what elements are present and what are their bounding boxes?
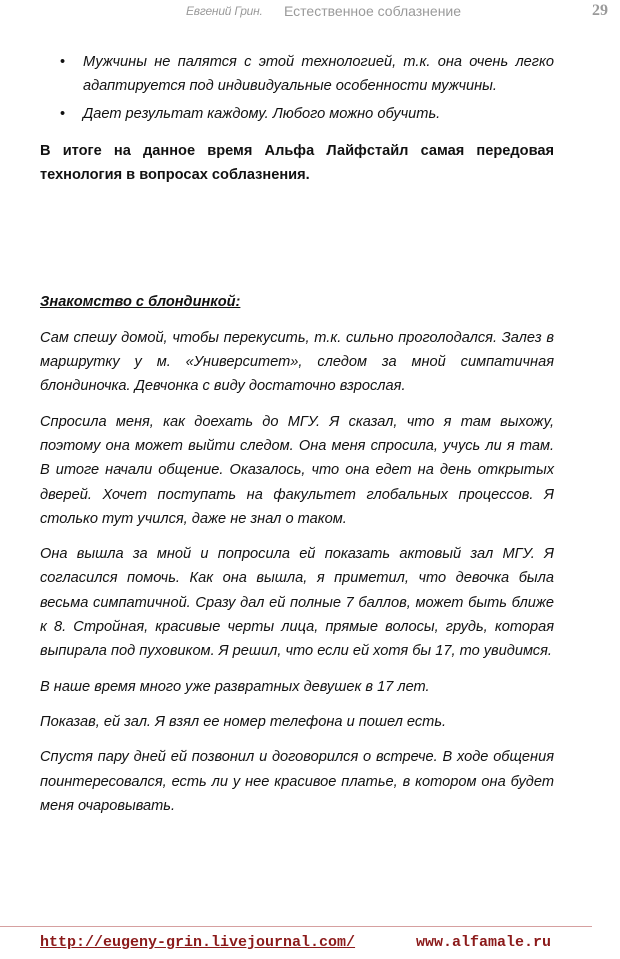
- summary-paragraph: В итоге на данное время Альфа Лайфстайл самая передовая технология в вопросах соблазнения.: [40, 142, 554, 184]
- paragraph: Она вышла за мной и попросила ей показать актовый зал МГУ. Я согласился помочь. Как она вышла, я приметил, что девочка была весьма симпатичной. Сразу дал ей полные 7 баллов, может быть ближе к 8. Стройная, красивые черты лица, прямые волосы, грудь, которая выпирала под пуховиком. Я решил, что если ей хотя бы 17, то увидимся.: [40, 546, 554, 660]
- bullet-icon: •: [60, 54, 66, 70]
- bullet-text: Мужчины не палятся с этой технологией, т.к. она очень легко адаптируется под индивидуальные особенности мужчины.: [83, 54, 554, 95]
- bullet-list: [40, 50, 554, 126]
- footer-alfamale-link[interactable]: www.alfamale.ru: [416, 934, 552, 951]
- paragraph: Сам спешу домой, чтобы перекусить, т.к. сильно проголодался. Залез в маршрутку у м. «Университет», следом за мной симпатичная блондиночка. Девчонка с виду достаточно взрослая.: [40, 329, 554, 395]
- page-header: [0, 2, 620, 24]
- footer-divider: [0, 926, 592, 927]
- page-content: [40, 50, 554, 818]
- bullet-icon: •: [60, 105, 66, 122]
- paragraph: Показав, ей зал. Я взял ее номер телефона и пошел есть.: [40, 713, 447, 730]
- page-number: 29: [592, 2, 608, 19]
- paragraph: Спросила меня, как доехать до МГУ. Я сказал, что я там выхожу, поэтому она может выйти следом. Она меня спросила, учусь ли я там. В итоге начали общение. Оказалось, что она едет на день открытых дверей. Хочет поступать на факультет глобальных процессов. Я столько тут учился, даже не знал о таком.: [40, 413, 554, 527]
- header-book-title: Естественное соблазнение: [284, 3, 462, 19]
- bullet-item: [40, 102, 554, 126]
- bullet-text: Дает результат каждому. Любого можно обучить.: [83, 105, 441, 122]
- header-author: Евгений Грин.: [186, 4, 263, 18]
- bullet-item: [40, 50, 554, 99]
- paragraph: Спустя пару дней ей позвонил и договорился о встрече. В ходе общения поинтересовался, есть ли у нее красивое платье, в котором она будет меня очаровывать.: [40, 749, 554, 814]
- footer-livejournal-link[interactable]: http://eugeny-grin.livejournal.com/: [40, 934, 356, 951]
- paragraph: В наше время много уже развратных девушек в 17 лет.: [40, 678, 430, 695]
- section-heading: Знакомство с блондинкой:: [40, 294, 241, 311]
